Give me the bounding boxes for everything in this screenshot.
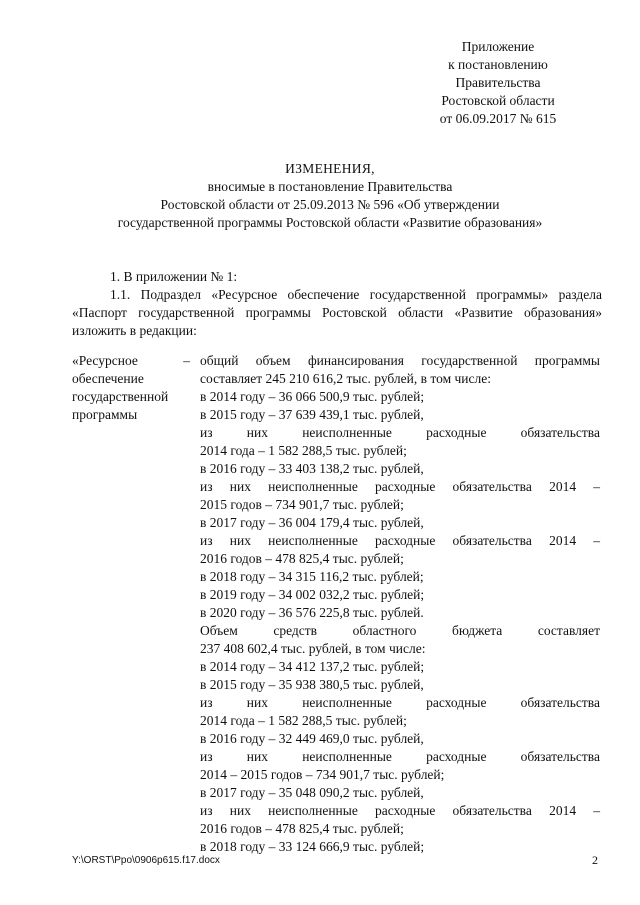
left-dash: – <box>183 353 190 368</box>
funding-line: 2014 года – 1 582 288,5 тыс. рублей; <box>200 443 407 458</box>
funding-line: в 2017 году – 35 048 090,2 тыс. рублей, <box>200 785 424 800</box>
funding-word: них <box>229 803 251 818</box>
funding-word: расходные <box>426 695 487 710</box>
funding-word: обязательства <box>520 425 600 440</box>
funding-word: неисполненные <box>268 479 358 494</box>
funding-line: в 2015 году – 35 938 380,5 тыс. рублей, <box>200 677 424 692</box>
funding-word: них <box>229 533 251 548</box>
funding-line: в 2014 году – 36 066 500,9 тыс. рублей; <box>200 389 425 404</box>
title-heading: ИЗМЕНЕНИЯ, <box>285 161 375 176</box>
funding-word: неисполненные <box>268 533 358 548</box>
funding-word: государственной <box>421 353 518 368</box>
funding-word: из <box>200 749 213 764</box>
appendix-line: от 06.09.2017 № 615 <box>439 111 557 126</box>
funding-word: неисполненные <box>302 695 392 710</box>
funding-line: в 2020 году – 36 576 225,8 тыс. рублей. <box>200 605 424 620</box>
funding-word: расходные <box>375 479 436 494</box>
funding-word: 2014 <box>549 803 577 818</box>
funding-word: расходные <box>426 425 487 440</box>
funding-word: областного <box>352 623 417 638</box>
funding-word: Объем <box>200 623 238 638</box>
table-right-column <box>200 352 600 856</box>
funding-line <box>200 352 600 370</box>
funding-line <box>200 748 600 766</box>
funding-line <box>200 478 600 496</box>
appendix-line: Приложение <box>461 39 535 54</box>
funding-line: составляет 245 210 616,2 тыс. рублей, в том числе: <box>200 371 491 386</box>
funding-word: объем <box>255 353 291 368</box>
funding-line: в 2016 году – 33 403 138,2 тыс. рублей, <box>200 461 424 476</box>
left-label-first: «Ресурсное <box>72 353 138 368</box>
funding-line: в 2015 году – 37 639 439,1 тыс. рублей, <box>200 407 424 422</box>
funding-word: них <box>229 479 251 494</box>
funding-word: программы <box>534 353 600 368</box>
funding-word: обязательства <box>452 533 532 548</box>
funding-line: 2014 года – 1 582 288,5 тыс. рублей; <box>200 713 407 728</box>
left-label-line: обеспечение <box>72 371 144 386</box>
funding-word: бюджета <box>451 623 503 638</box>
appendix-line: Ростовской области <box>441 93 555 108</box>
funding-word: из <box>200 425 213 440</box>
funding-word: обязательства <box>520 749 600 764</box>
funding-word: средств <box>273 623 318 638</box>
funding-line <box>200 802 600 820</box>
funding-word: обязательства <box>452 803 532 818</box>
funding-word: из <box>200 695 213 710</box>
funding-line: 2016 годов – 478 825,4 тыс. рублей; <box>200 821 404 836</box>
funding-word: – <box>593 803 600 818</box>
funding-word: из <box>200 803 213 818</box>
funding-word: составляет <box>537 623 600 638</box>
funding-line <box>200 532 600 550</box>
appendix-line: Правительства <box>455 75 541 90</box>
paragraph-1: 1. В приложении № 1: <box>110 269 238 284</box>
funding-line: в 2014 году – 34 412 137,2 тыс. рублей; <box>200 659 425 674</box>
funding-word: из <box>200 533 213 548</box>
title-line: Ростовской области от 25.09.2013 № 596 «Об утверждении <box>160 197 500 212</box>
funding-word: них <box>246 425 268 440</box>
left-label-line: государственной <box>72 389 169 404</box>
left-first-row <box>72 352 190 370</box>
paragraph-1-1: 1.1. Подраздел «Ресурсное обеспечение государственной программы» раздела «Паспорт государственной программы Ростовской области «Развитие образования» изложить в редакции: <box>72 287 602 338</box>
funding-line: в 2016 году – 32 449 469,0 тыс. рублей, <box>200 731 424 746</box>
funding-line <box>200 424 600 442</box>
footer-file-path: Y:\ORST\Ppo\0906p615.f17.docx <box>72 855 220 866</box>
page-number: 2 <box>592 853 598 867</box>
funding-word: расходные <box>375 533 436 548</box>
funding-word: них <box>246 695 268 710</box>
funding-line: 2014 – 2015 годов – 734 901,7 тыс. рублей; <box>200 767 445 782</box>
title-line: вносимые в постановление Правительства <box>207 179 453 194</box>
funding-line: в 2018 году – 34 315 116,2 тыс. рублей; <box>200 569 424 584</box>
funding-word: – <box>593 479 600 494</box>
table-left-column <box>72 352 190 424</box>
appendix-line: к постановлению <box>448 57 548 72</box>
funding-line <box>200 622 600 640</box>
funding-word: неисполненные <box>268 803 358 818</box>
funding-word: общий <box>200 353 239 368</box>
funding-word: обязательства <box>520 695 600 710</box>
funding-word: них <box>246 749 268 764</box>
funding-line: 237 408 602,4 тыс. рублей, в том числе: <box>200 641 426 656</box>
left-label-line: программы <box>72 407 138 422</box>
appendix-header <box>398 38 598 128</box>
funding-word: из <box>200 479 213 494</box>
title-line: государственной программы Ростовской области «Развитие образования» <box>117 215 543 230</box>
funding-line: в 2017 году – 36 004 179,4 тыс. рублей, <box>200 515 424 530</box>
funding-word: неисполненные <box>302 749 392 764</box>
funding-line: 2015 годов – 734 901,7 тыс. рублей; <box>200 497 404 512</box>
funding-word: 2014 <box>549 479 577 494</box>
funding-line <box>200 694 600 712</box>
document-title <box>60 160 600 232</box>
funding-word: неисполненные <box>302 425 392 440</box>
funding-word: расходные <box>375 803 436 818</box>
funding-word: расходные <box>426 749 487 764</box>
funding-word: 2014 <box>549 533 577 548</box>
funding-word: – <box>593 533 600 548</box>
funding-line: в 2019 году – 34 002 032,2 тыс. рублей; <box>200 587 425 602</box>
funding-line: 2016 годов – 478 825,4 тыс. рублей; <box>200 551 404 566</box>
funding-word: обязательства <box>452 479 532 494</box>
funding-word: финансирования <box>307 353 404 368</box>
funding-line: в 2018 году – 33 124 666,9 тыс. рублей; <box>200 839 425 854</box>
